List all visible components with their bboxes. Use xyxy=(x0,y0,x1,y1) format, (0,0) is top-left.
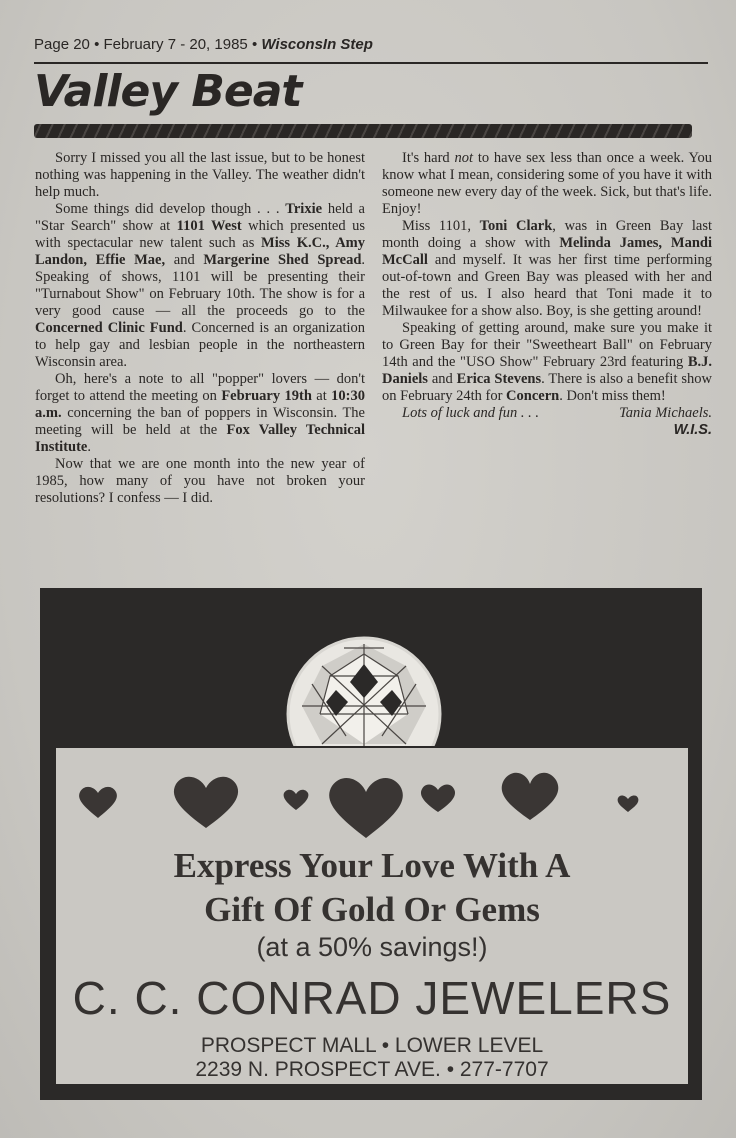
bold-text: B.J. Daniels xyxy=(382,354,712,387)
header-separator: • xyxy=(251,36,258,53)
heart-icon xyxy=(421,785,455,812)
bold-text: Concern xyxy=(506,388,560,404)
bold-text: 10:30 a.m. xyxy=(35,388,365,421)
text-run: . Speaking of shows, 1101 will be presenting their "Turnabout Show" on February 10th. The show is for a very good cause — all the proceeds go to the xyxy=(35,252,366,319)
bold-text: Toni Clark xyxy=(479,218,553,234)
text-run: Oh, here's a note to all "popper" lovers — don't forget to attend the meeting on xyxy=(35,371,365,404)
text-run: , was in Green Bay last month doing a show with xyxy=(382,218,713,251)
diamond-illustration xyxy=(286,636,442,746)
text-run: which presented us with spectacular new talent such as xyxy=(35,218,365,251)
header-rule xyxy=(34,62,708,64)
article-paragraph xyxy=(382,218,712,320)
hearts-row xyxy=(56,748,688,848)
author-name: Tania Michaels. xyxy=(619,405,712,421)
ad-subheadline: (at a 50% savings!) xyxy=(256,932,488,962)
store-name: C. C. CONRAD JEWELERS xyxy=(72,972,672,1024)
text-run: and xyxy=(165,252,204,268)
bold-text: Miss K.C., Amy Landon, Effie Mae, xyxy=(35,235,365,268)
page-number: Page 20 xyxy=(34,36,90,53)
bold-text: Melinda James, Mandi McCall xyxy=(382,235,712,268)
bold-text: Fox Valley Technical Institute xyxy=(35,422,365,455)
text-run: Miss 1101, xyxy=(402,218,480,234)
article-paragraph xyxy=(35,150,365,201)
jeweler-advertisement xyxy=(40,588,702,1100)
text-run: held a "Star Search" show at xyxy=(35,201,365,234)
bold-text: Margerine Shed Spread xyxy=(203,252,362,268)
text-run: . There is also a benefit show on February 24th for xyxy=(382,371,713,404)
column-title: Valley Beat xyxy=(34,66,302,117)
heart-icon xyxy=(618,795,639,812)
text-run: Some things did develop though . . . xyxy=(55,201,286,217)
article-column-right xyxy=(382,150,712,439)
article-paragraph xyxy=(35,201,365,371)
article-paragraph xyxy=(382,320,712,405)
publication-name: WisconsIn Step xyxy=(261,36,373,53)
article-paragraph xyxy=(382,150,712,218)
text-run: at xyxy=(311,388,332,404)
text-run: to have sex less than once a week. You know what I mean, considering some of you have it with someone new every day of the week. Sick, but that's life. Enjoy! xyxy=(382,150,712,217)
text-run: concerning the ban of poppers in Wisconsin. The meeting will be held at the xyxy=(35,405,365,438)
italic-text: not xyxy=(454,150,474,166)
article-paragraph xyxy=(35,371,365,456)
text-run: . xyxy=(87,439,91,455)
article-signoff xyxy=(382,405,712,422)
bold-text: Trixie xyxy=(285,201,323,217)
advertisement-panel xyxy=(54,746,690,1086)
ad-headline-line-1: Express Your Love With A xyxy=(173,846,571,885)
heart-icon xyxy=(174,777,238,828)
text-run: and myself. It was her first time performing out-of-town and Green Bay was pleased with her and the rest of us. I also heard that Toni made it to Milwaukee for a show also. Boy, is she getting around! xyxy=(382,252,712,319)
header-separator: • xyxy=(94,36,100,53)
text-run: It's hard xyxy=(402,150,455,166)
text-run: . Concerned is an organization to help gay and lesbian people in the northeastern Wisconsin area. xyxy=(35,320,365,370)
signoff-wishes: Lots of luck and fun . . . xyxy=(402,405,539,421)
heart-icon xyxy=(284,790,309,810)
bold-text: Concerned Clinic Fund xyxy=(35,320,183,336)
article-right-body xyxy=(382,150,712,405)
ad-headline-line-2: Gift Of Gold Or Gems xyxy=(204,890,540,929)
text-run: Sorry I missed you all the last issue, but to be honest nothing was happening in the Valley. The weather didn't help much. xyxy=(35,150,365,200)
issue-dates: February 7 - 20, 1985 xyxy=(103,36,248,53)
text-run: and xyxy=(427,371,457,387)
decorative-banner-bar xyxy=(34,124,692,138)
text-run: Speaking of getting around, make sure you make it to Green Bay for their "Sweetheart Ball" on February 14th and the "USO Show" February 23rd featuring xyxy=(382,320,712,370)
text-run: . Don't miss them! xyxy=(559,388,666,404)
heart-icon xyxy=(329,778,403,838)
bold-text: February 19th xyxy=(221,388,312,404)
page-header xyxy=(34,36,714,53)
heart-icon xyxy=(79,787,117,818)
heart-icon xyxy=(502,773,559,820)
article-column-left xyxy=(35,150,365,507)
article-paragraph xyxy=(35,456,365,507)
text-run: Now that we are one month into the new year of 1985, how many of you have not broken your resolutions? I confess — I did. xyxy=(35,456,365,506)
bold-text: 1101 West xyxy=(176,218,242,234)
bold-text: Erica Stevens xyxy=(456,371,542,387)
store-location: PROSPECT MALL • LOWER LEVEL xyxy=(200,1034,544,1057)
author-tag: W.I.S. xyxy=(673,422,712,438)
store-address-phone: 2239 N. PROSPECT AVE. • 277-7707 xyxy=(195,1058,549,1081)
